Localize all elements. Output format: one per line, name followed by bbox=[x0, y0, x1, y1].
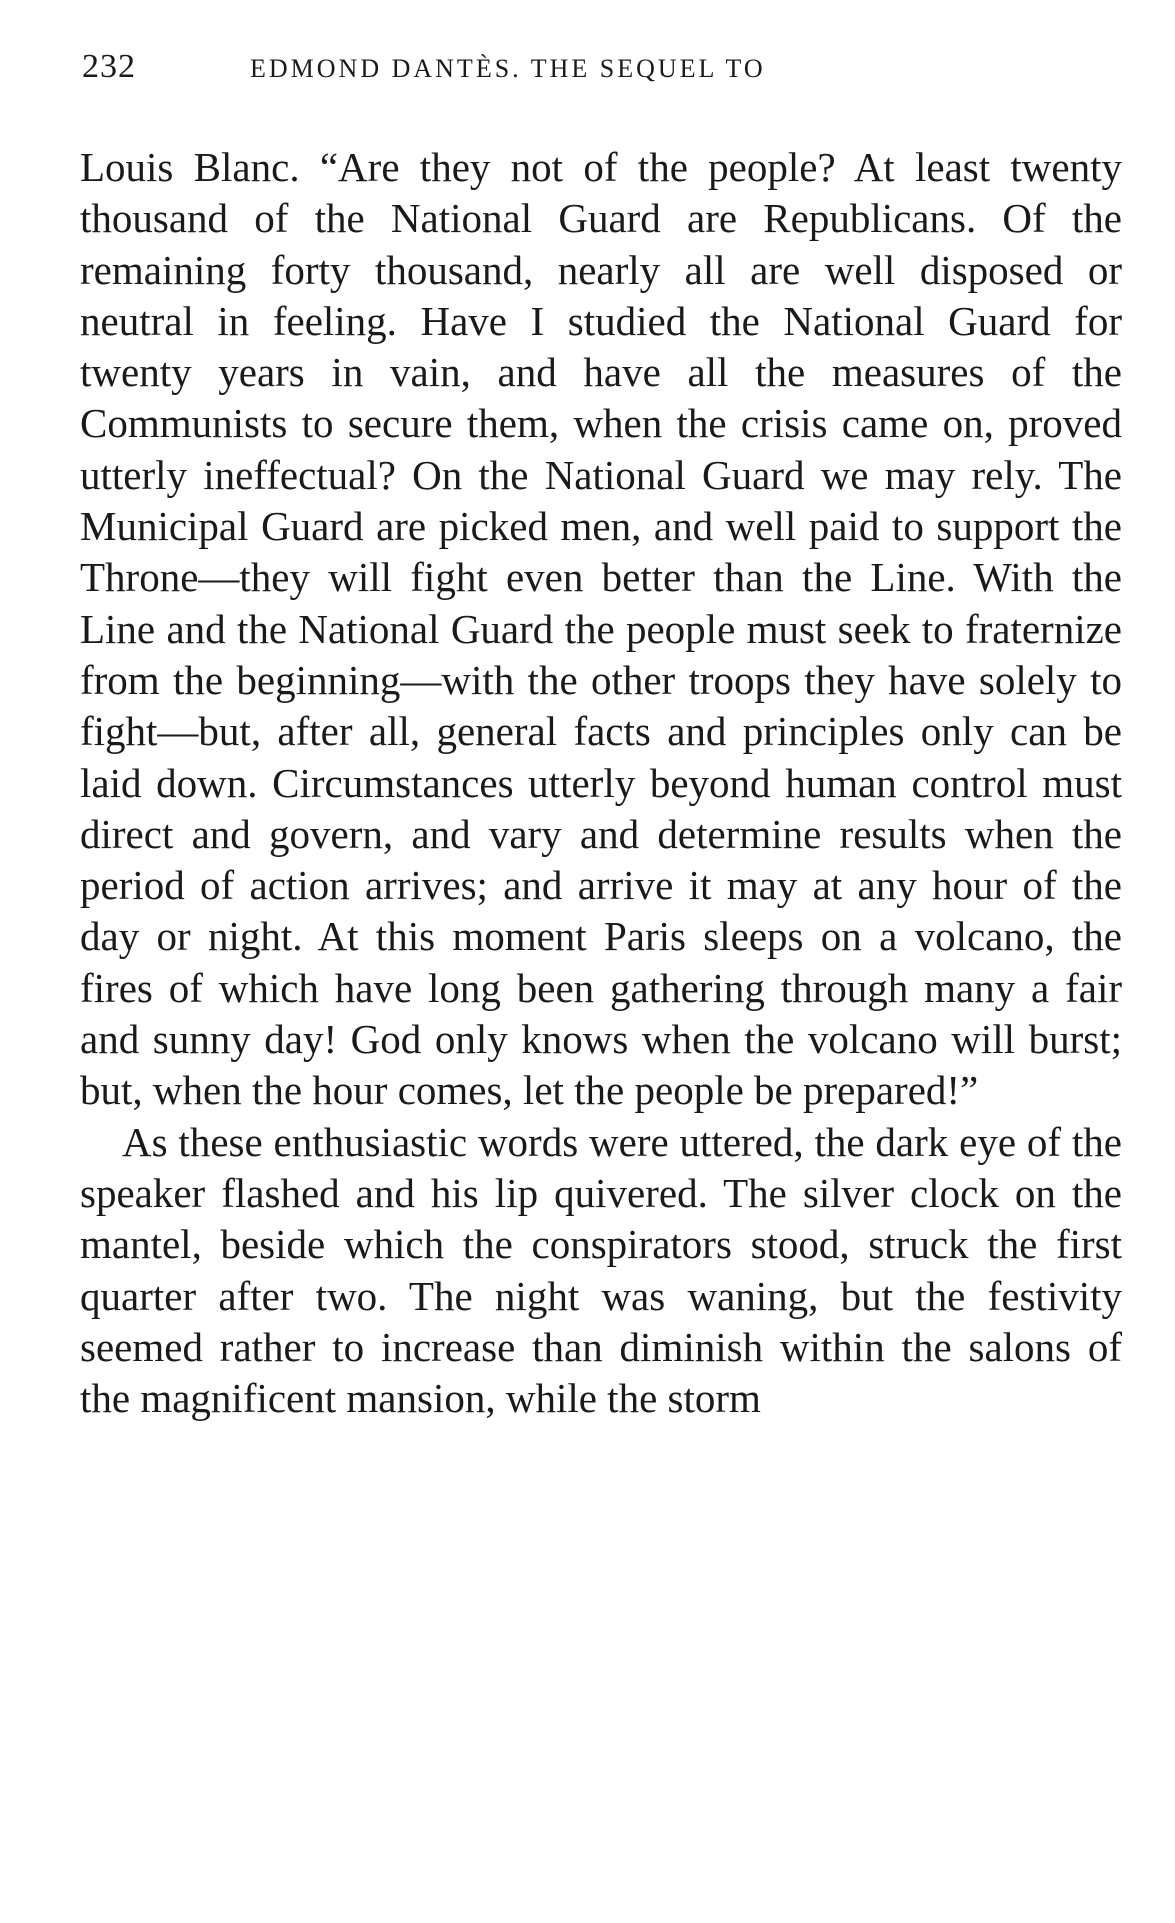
paragraph-continued: Louis Blanc. “Are they not of the people? At least twenty thousand of the National Guard are Republicans. Of the remaining forty thousand, nearly all are well disposed or neutral in feeling. Have I studied the National Guard for twenty years in vain, and have all the measures of the Communists to secure them, when the crisis came on, proved utterly ineffectual? On the National Guard we may rely. The Municipal Guard are picked men, and well paid to support the Throne—they will fight even better than the Line. With the Line and the National Guard the people must seek to fraternize from the beginning—with the other troops they have solely to fight—but, after all, general facts and principles only can be laid down. Circumstances utterly beyond human control must direct and govern, and vary and determine results when the period of action arrives; and arrive it may at any hour of the day or night. At this moment Paris sleeps on a volcano, the fires of which have long been gathering through many a fair and sunny day! God only knows when the volcano will burst; but, when the hour comes, let the people be prepared!” bbox=[80, 144, 1122, 1114]
page-number: 232 bbox=[82, 48, 136, 85]
running-title: EDMOND DANTÈS. THE SEQUEL TO bbox=[250, 54, 766, 83]
running-head bbox=[82, 48, 1122, 98]
body-text bbox=[80, 142, 1122, 1424]
paragraph: As these enthusiastic words were uttered, the dark eye of the speaker flashed and his lip quivered. The silver clock on the mantel, beside which the conspirators stood, struck the first quarter after two. The night was waning, but the festivity seemed rather to increase than diminish within the salons of the magnificent mansion, while the storm bbox=[80, 1118, 1122, 1422]
